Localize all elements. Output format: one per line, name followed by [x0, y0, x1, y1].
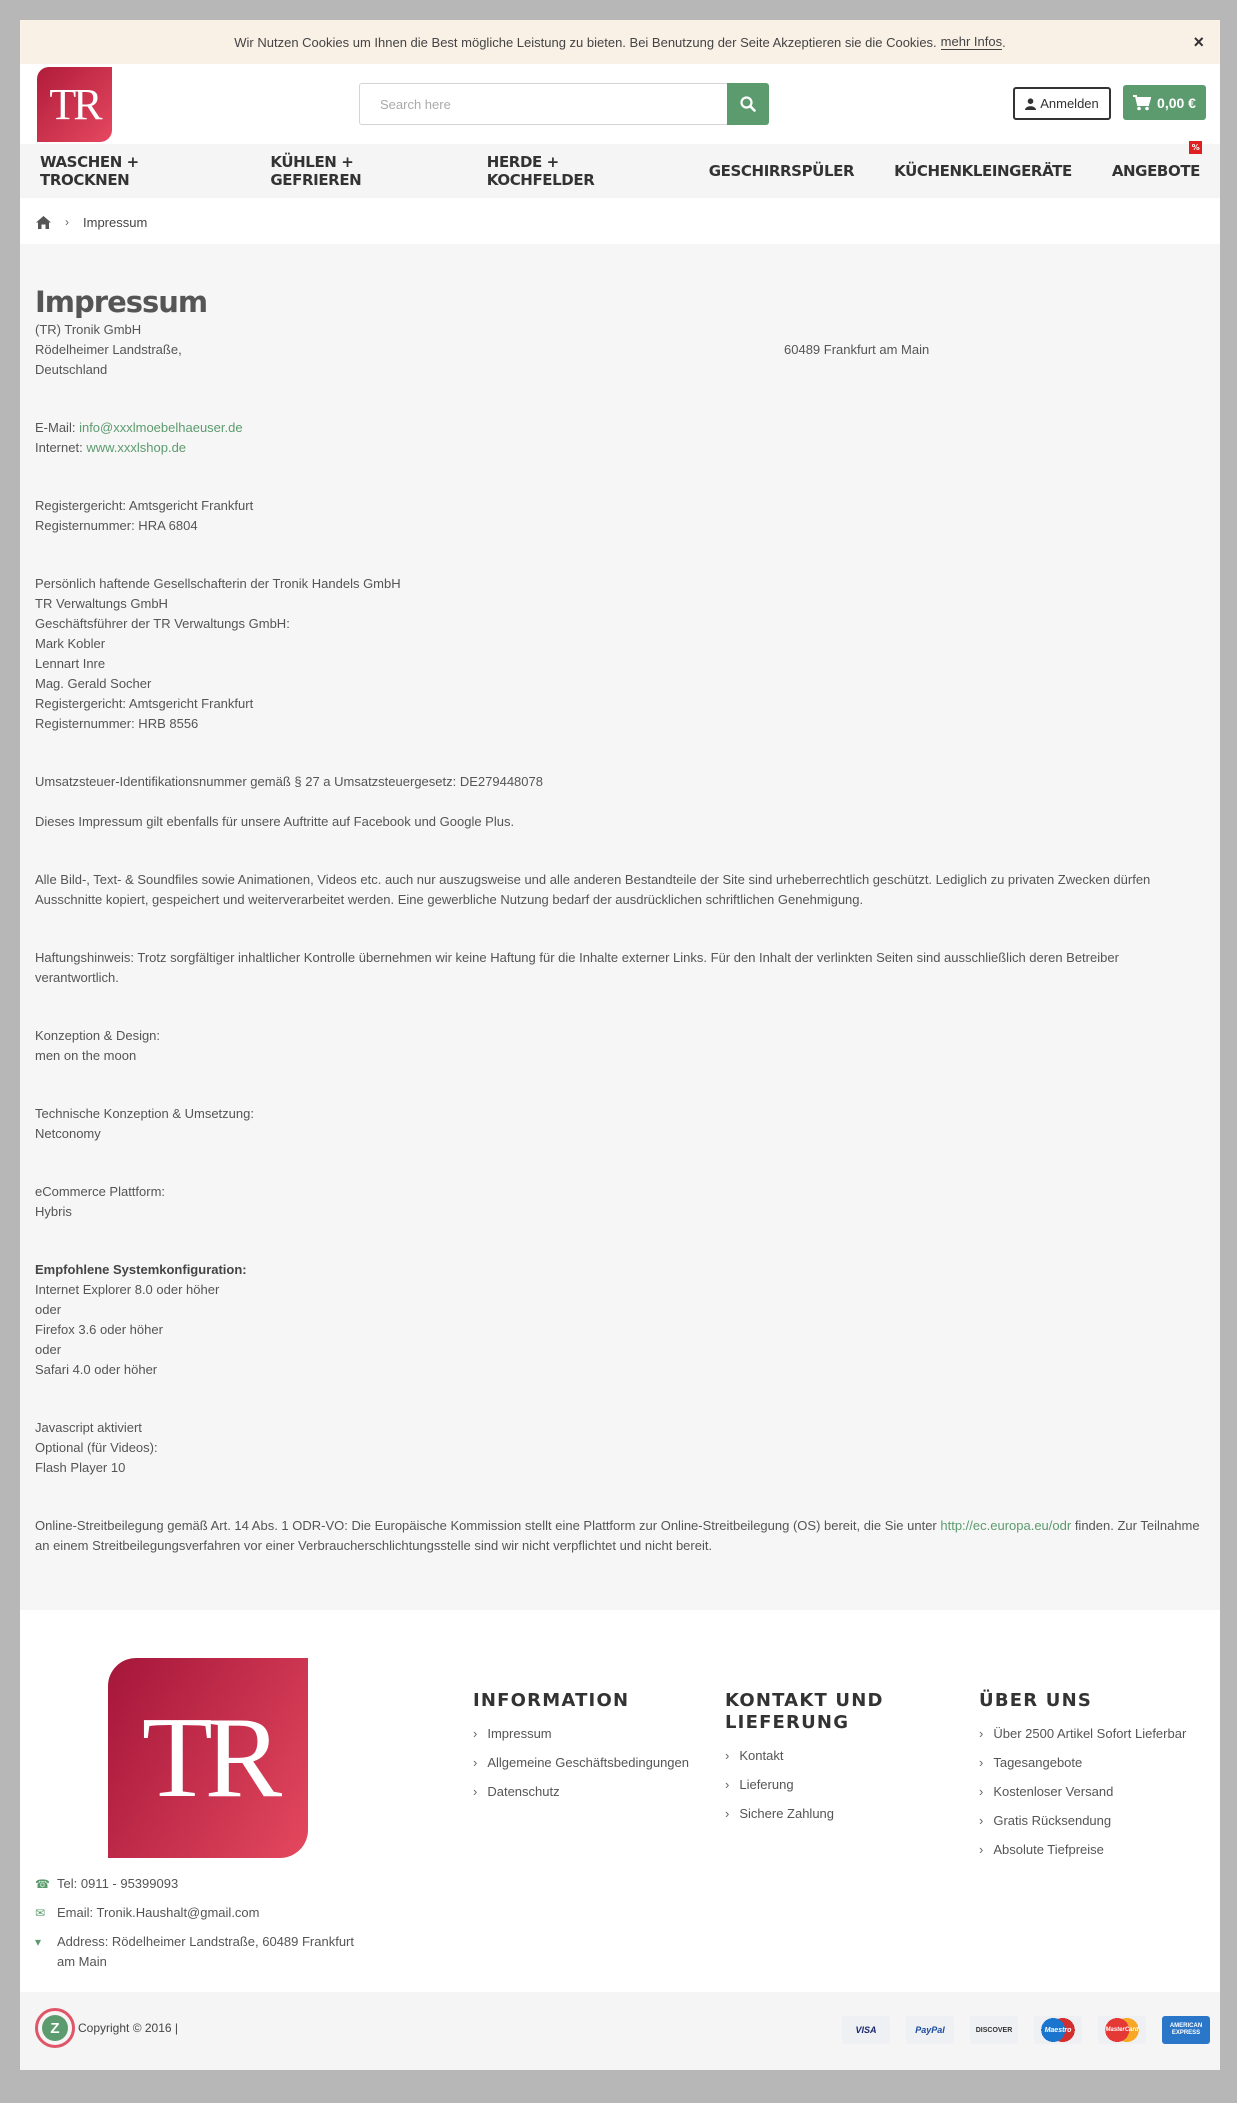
partner-line: Mag. Gerald Socher — [35, 676, 152, 691]
envelope-icon: ✉ — [35, 1906, 46, 1920]
odr-link[interactable]: http://ec.europa.eu/odr — [940, 1518, 1072, 1533]
login-button[interactable] — [1013, 87, 1111, 120]
sysconfig-line: oder — [35, 1302, 62, 1317]
registergericht: Registergericht: Amtsgericht Frankfurt — [35, 498, 254, 513]
nav-item-kuehlen[interactable]: KÜHLEN + GEFRIEREN — [270, 153, 362, 189]
footer — [20, 1610, 1220, 1992]
footer-tel: Tel: 0911 - 95399093 — [57, 1876, 179, 1891]
footer-address: Address: Rödelheimer Landstraße, 60489 Frankfurt am Main — [57, 1934, 354, 1969]
search-bar — [359, 83, 769, 125]
partner-line: Registernummer: HRB 8556 — [35, 716, 199, 731]
footer-col-kontakt — [725, 1690, 925, 1833]
cookie-banner: Wir Nutzen Cookies um Ihnen die Best mögliche Leistung zu bieten. Bei Benutzung der Seite Akzeptieren sie die Cookies. mehr Infos . × — [20, 20, 1220, 64]
haftung-note: Haftungshinweis: Trotz sorgfältiger inhaltlicher Kontrolle übernehmen wir keine Haftung für die Inhalte externer Links. Für den Inhalt der verlinkten Seiten sind ausschließlich deren Betreiber verantwortlich. — [35, 950, 1119, 985]
amex-icon: AMERICAN EXPRESS — [1162, 2016, 1210, 2044]
login-label: Anmelden — [1040, 96, 1099, 111]
ust-id: Umsatzsteuer-Identifikationsnummer gemäß § 27 a Umsatzsteuergesetz: DE279448078 — [35, 774, 543, 789]
footer-col-title: KONTAKT UND LIEFERUNG — [725, 1690, 884, 1733]
company-city: 60489 Frankfurt am Main — [784, 342, 930, 357]
tech-label: Technische Konzeption & Umsetzung: — [35, 1106, 254, 1121]
email-label: E-Mail: — [35, 420, 76, 435]
footer-logo[interactable] — [108, 1658, 308, 1858]
breadcrumb — [20, 198, 1220, 246]
footer-link[interactable]: › Gratis Rücksendung — [979, 1811, 1219, 1831]
chevron-right-icon: › — [65, 215, 69, 229]
design-value: men on the moon — [35, 1048, 137, 1063]
copyright-note: Alle Bild-, Text- & Soundfiles sowie Animationen, Videos etc. auch nur auszugsweise und alle anderen Bestandteile der Site sind urheberrechtlich geschützt. Lediglich zu privaten Zwecken dürfen Ausschnitte kopiert, gespeichert und weiterverarbeitet werden. Eine gewerbliche Nutzung bedarf der ausdrücklichen schriftlichen Genehmigung. — [35, 872, 1151, 907]
odr-note: Online-Streitbeilegung gemäß Art. 14 Abs. 1 ODR-VO: Die Europäische Kommission stellt eine Plattform zur Online-Streitbeilegung (OS) bereit, die Sie unter http://ec.europa.eu/odr finden. Zur Teilnahme an einem Streitbeilegungsverfahren vor einer Verbraucherschlichtungsstelle sind wir nicht verpflichtet und nicht bereit. — [35, 1518, 1200, 1553]
home-icon[interactable] — [36, 216, 51, 229]
footer-logo-text: TR — [141, 1693, 275, 1822]
z-logo-icon[interactable]: Z — [35, 2008, 75, 2048]
search-icon — [740, 96, 756, 112]
js-line: Javascript aktiviert — [35, 1420, 142, 1435]
footer-col-title: ÜBER UNS — [979, 1690, 1093, 1711]
company-name: (TR) Tronik GmbH — [35, 322, 142, 337]
discover-icon: DISCOVER — [970, 2016, 1018, 2044]
design-label: Konzeption & Design: — [35, 1028, 161, 1043]
page-title: Impressum — [35, 285, 208, 319]
website-link[interactable]: www.xxxlshop.de — [86, 440, 187, 455]
sysconfig-line: Firefox 3.6 oder höher — [35, 1322, 163, 1337]
partner-line: TR Verwaltungs GmbH — [35, 596, 168, 611]
footer-col-title: INFORMATION — [473, 1690, 630, 1711]
sysconfig-line: Safari 4.0 oder höher — [35, 1362, 158, 1377]
footer-link[interactable]: › Absolute Tiefpreise — [979, 1840, 1219, 1860]
footer-link[interactable]: › Datenschutz — [473, 1782, 713, 1802]
footer-link[interactable]: › Lieferung — [725, 1775, 925, 1795]
footer-link[interactable]: › Kostenloser Versand — [979, 1782, 1219, 1802]
nav-item-kuechenkleingeraete[interactable]: KÜCHENKLEINGERÄTE — [894, 162, 1072, 180]
platform-label: eCommerce Plattform: — [35, 1184, 166, 1199]
footer-link[interactable]: › Impressum — [473, 1724, 713, 1744]
footer-link[interactable]: › Tagesangebote — [979, 1753, 1219, 1773]
footer-email: Email: Tronik.Haushalt@gmail.com — [57, 1905, 260, 1920]
registernummer: Registernummer: HRA 6804 — [35, 518, 198, 533]
social-note: Dieses Impressum gilt ebenfalls für unsere Auftritte auf Facebook und Google Plus. — [35, 814, 515, 829]
partner-line: Lennart Inre — [35, 656, 106, 671]
search-input[interactable] — [359, 83, 727, 125]
page — [20, 20, 1220, 2070]
visa-icon: VISA — [842, 2016, 890, 2044]
partner-line: Registergericht: Amtsgericht Frankfurt — [35, 696, 254, 711]
nav-item-geschirrspueler[interactable]: GESCHIRRSPÜLER — [708, 162, 855, 180]
sysconfig-line: oder — [35, 1342, 62, 1357]
tech-value: Netconomy — [35, 1126, 101, 1141]
footer-link[interactable]: › Allgemeine Geschäftsbedingungen — [473, 1753, 713, 1773]
cookie-text: Wir Nutzen Cookies um Ihnen die Best mögliche Leistung zu bieten. Bei Benutzung der Seite Akzeptieren sie die Cookies. — [234, 34, 937, 50]
logo-text: TR — [49, 80, 100, 129]
footer-contact — [35, 1874, 375, 1981]
company-country: Deutschland — [35, 362, 108, 377]
footer-link[interactable]: › Kontakt — [725, 1746, 925, 1766]
sysconfig-line: Internet Explorer 8.0 oder höher — [35, 1282, 220, 1297]
footer-col-information — [473, 1690, 713, 1811]
footer-link[interactable]: › Sichere Zahlung — [725, 1804, 925, 1824]
maestro-icon: Maestro — [1034, 2016, 1082, 2044]
company-street: Rödelheimer Landstraße, — [35, 342, 182, 357]
bottom-bar — [20, 1992, 1220, 2070]
footer-col-ueber-uns — [979, 1690, 1219, 1869]
main-content — [20, 244, 1220, 1610]
nav-item-angebote[interactable] — [1092, 144, 1220, 198]
partner-line: Persönlich haftende Gesellschafterin der Tronik Handels GmbH — [35, 576, 401, 591]
nav-item-waschen[interactable]: WASCHEN + TROCKNEN — [40, 153, 139, 189]
partner-line: Mark Kobler — [35, 636, 106, 651]
partner-line: Geschäftsführer der TR Verwaltungs GmbH: — [35, 616, 290, 631]
paypal-icon: PayPal — [906, 2016, 954, 2044]
logo[interactable] — [37, 67, 112, 142]
phone-icon: ☎ — [35, 1877, 50, 1891]
header — [20, 64, 1220, 144]
copyright-text: Copyright © 2016 | — [78, 2021, 179, 2035]
sysconfig-title: Empfohlene Systemkonfiguration: — [35, 1262, 247, 1277]
breadcrumb-current: Impressum — [83, 214, 148, 230]
main-nav — [20, 144, 1220, 198]
cart-icon — [1133, 95, 1151, 111]
email-link[interactable]: info@xxxlmoebelhaeuser.de — [79, 420, 243, 435]
close-icon[interactable]: × — [1193, 32, 1204, 52]
search-button[interactable] — [727, 83, 769, 125]
nav-item-herde[interactable]: HERDE + KOCHFELDER — [486, 153, 595, 189]
js-line: Flash Player 10 — [35, 1460, 126, 1475]
mastercard-icon: MasterCard — [1098, 2016, 1146, 2044]
cart-button[interactable] — [1123, 85, 1206, 120]
cart-total: 0,00 € — [1157, 94, 1196, 111]
internet-label: Internet: — [35, 440, 83, 455]
js-line: Optional (für Videos): — [35, 1440, 158, 1455]
platform-value: Hybris — [35, 1204, 72, 1219]
sale-badge: % — [1189, 141, 1202, 154]
cookie-more-link[interactable]: mehr Infos — [940, 34, 1003, 49]
map-marker-icon: ▾ — [35, 1935, 42, 1949]
nav-item-angebote-label: ANGEBOTE — [1111, 162, 1200, 180]
footer-link[interactable]: › Über 2500 Artikel Sofort Lieferbar — [979, 1724, 1219, 1744]
user-icon — [1025, 98, 1036, 110]
